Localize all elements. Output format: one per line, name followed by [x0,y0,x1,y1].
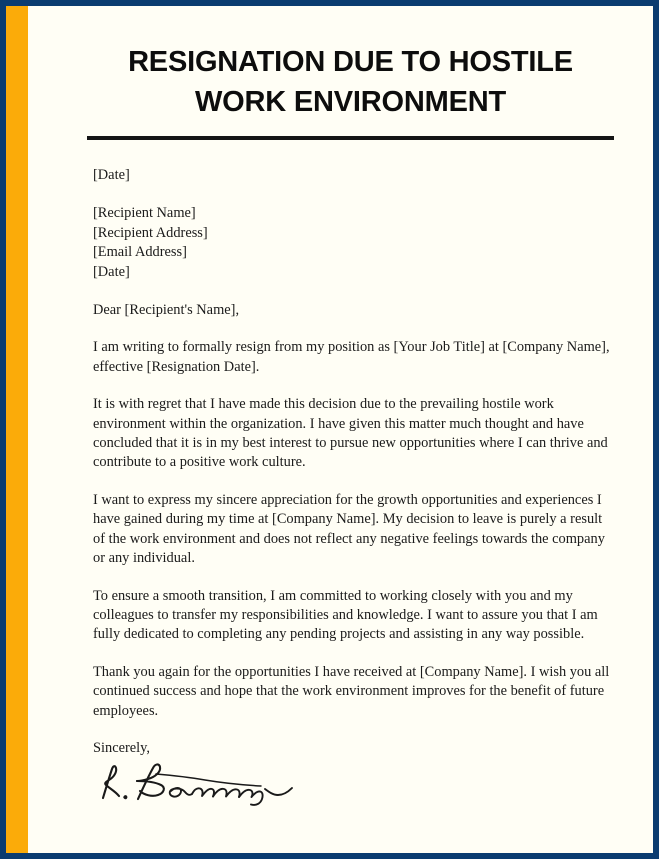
title-block [87,6,614,140]
salutation: Dear [Recipient's Name], [93,302,240,319]
recipient-email: [Email Address] [93,244,187,261]
letter-content [28,6,653,853]
closing-line: Sincerely, [93,739,151,756]
paragraph-5: Thank you again for the opportunities I have received at [Company Name]. I wish you all continued success and hope that the work environment improves for the benefit of future employees. [93,663,610,719]
paragraph-3: I want to express my sincere appreciation for the growth opportunities and experiences I have gained during my time at [Company Name]. My decision to leave is purely a result of the work environment and does not reflect any negative feelings towards the company or any individual. [93,491,605,567]
page-title [87,42,614,122]
letter-date: [Date] [93,167,130,183]
paper-surface [6,6,653,853]
orange-accent-bar [6,6,28,853]
paragraph-2: It is with regret that I have made this decision due to the prevailing hostile work environment within the organization. I have given this matter much thought and have concluded that it is in my best interest to pursue new opportunities where I can thrive and contribute to a positive work culture. [93,396,608,471]
page-title-line-1: RESIGNATION DUE TO HOSTILE [128,46,573,78]
signature-image [93,760,323,806]
paragraph-1: I am writing to formally resign from my position as [Your Job Title] at [Company Name], effective [Resignation Date]. [93,339,610,375]
spacer [93,282,614,301]
paragraph-4: To ensure a smooth transition, I am committed to working closely with you and my colleagues to transfer my responsibilities and knowledge. I want to assure you that I am fully dedicated to completing any pending projects and assisting in any way possible. [93,587,598,643]
recipient-date: [Date] [93,263,130,280]
spacer [93,185,614,204]
recipient-name: [Recipient Name] [93,205,196,222]
letter-body [87,140,614,806]
recipient-address: [Recipient Address] [93,224,208,241]
page-title-line-2: WORK ENVIRONMENT [195,86,506,118]
